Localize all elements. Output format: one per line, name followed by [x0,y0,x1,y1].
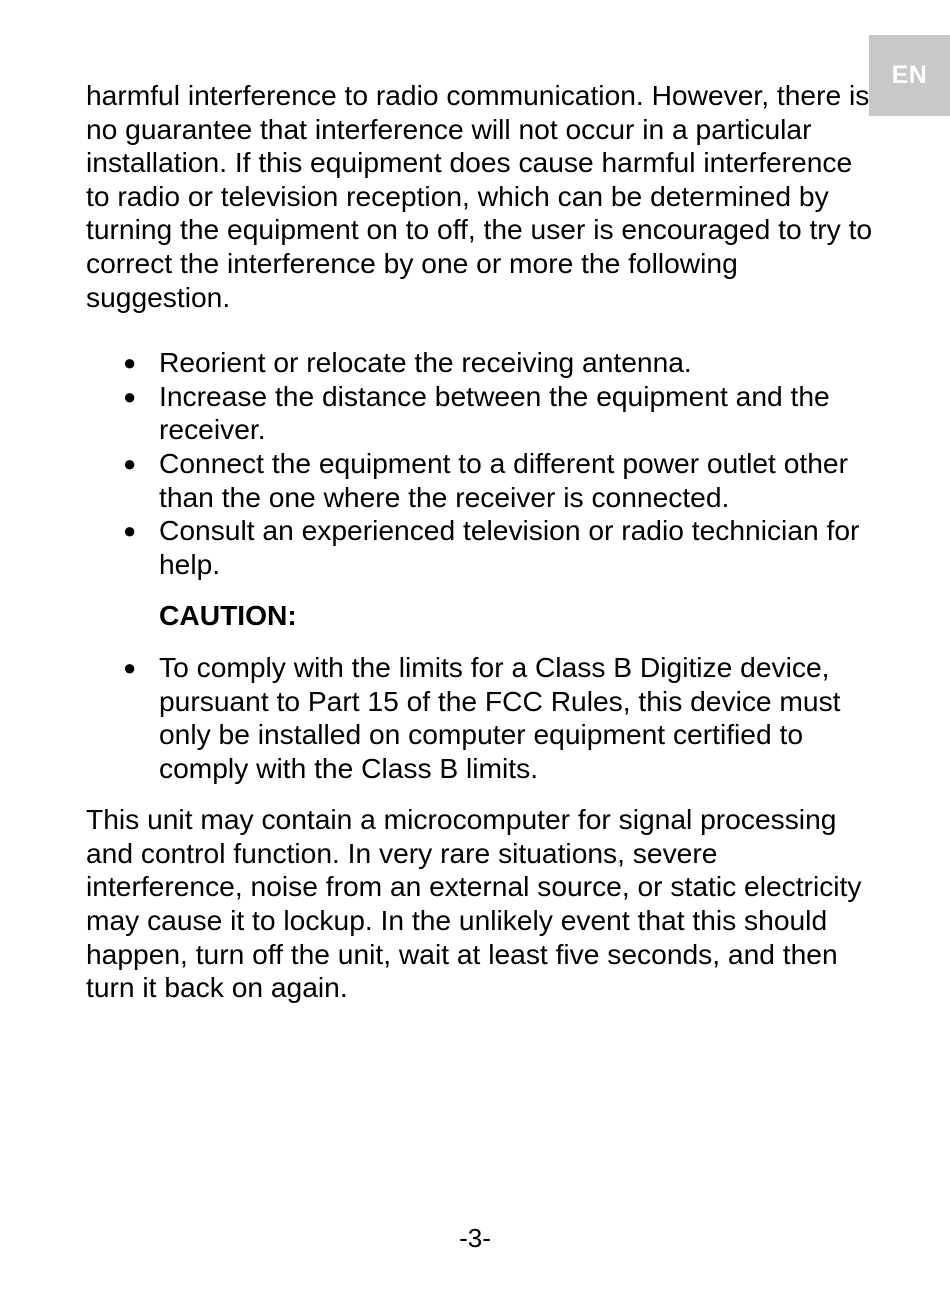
intro-paragraph: harmful interference to radio communication. However, there is no guarantee that interference will not occur in a particular installation. If this equipment does cause harmful interference to radio or television reception, which can be determined by turning the equipment on to off, the user is encouraged to try to correct the interference by one or more the following suggestion. [86,79,873,313]
list-item [123,379,876,447]
suggestion-list [86,346,876,581]
list-item [123,514,876,581]
caution-list [86,651,876,785]
list-item [123,346,876,380]
list-item-text: To comply with the limits for a Class B Digitize device, pursuant to Part 15 of the FCC Rules, this device must only be installed on computer equipment certified to comply with the Class B limits. [159,650,841,784]
language-label: EN [891,61,928,89]
list-item-text: Consult an experienced television or radio technician for help. [159,514,860,580]
language-tab [869,35,950,116]
bullet-icon: ● [123,654,137,680]
list-item-text: Increase the distance between the equipment and the receiver. [159,379,830,446]
closing-paragraph: This unit may contain a microcomputer for signal processing and control function. In very rare situations, severe interference, noise from an external source, or static electricity may cause it to lockup. In the unlikely event that this should happen, turn off the unit, wait at least five seconds, and then turn it back on again. [86,803,862,1004]
page-content [86,79,876,1005]
list-item [123,650,876,785]
caution-heading: CAUTION: [159,599,297,632]
list-item-text: Reorient or relocate the receiving antenna. [159,346,692,379]
bullet-icon: ● [123,518,137,544]
bullet-icon: ● [123,383,137,409]
bullet-icon: ● [123,350,137,376]
list-item-text: Connect the equipment to a different power outlet other than the one where the receiver is connected. [159,446,848,513]
list-item [123,446,876,514]
page-number: -3- [459,1223,491,1253]
bullet-icon: ● [123,450,137,476]
